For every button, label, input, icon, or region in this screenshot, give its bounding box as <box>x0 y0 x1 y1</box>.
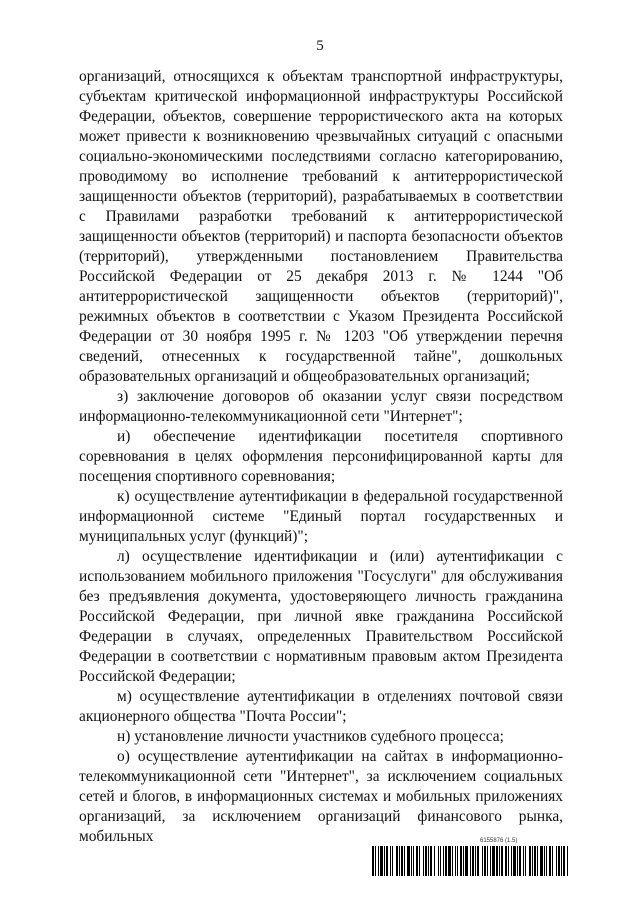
document-body <box>79 67 563 847</box>
paragraph-item-i: и) обеспечение идентификации посетителя спортивного соревнования в целях оформления персонифицированной карты для посещения спортивного соревнования; <box>79 428 563 485</box>
paragraph-item-l: л) осуществление идентификации и (или) аутентификации с использованием мобильного приложения "Госуслуги" для обслуживания без предъявления документа, удостоверяющего личность гражданина Российской Федерации, при личной явке гражданина Российской Федерации в случаях, определенных Правительством Российской Федерации в соответствии с нормативным правовым актом Президента Российской Федерации; <box>79 548 563 685</box>
paragraph-continuation: организаций, относящихся к объектам транспортной инфраструктуры, субъектам критической информационной инфраструктуры Российской Федерации, объектов, совершение террористического акта на которых может привести к возникновению чрезвычайных ситуаций с опасными социально-экономическими последствиями согласно категорированию, проводимому во исполнение требований к антитеррористической защищенности объектов (территорий), разрабатываемых в соответствии с Правилами разработки требований к антитеррористической защищенности объектов (территорий) и паспорта безопасности объектов (территорий), утвержденными постановлением Правительства Российской Федерации от 25 декабря 2013 г. № 1244 "Об антитеррористической защищенности объектов (территорий)", режимных объектов в соответствии с Указом Президента Российской Федерации от 30 ноября 1995 г. № 1203 "Об утверждении перечня сведений, отнесенных к государственной тайне", дошкольных образовательных организаций и общеобразовательных организаций; <box>79 68 563 385</box>
paragraph-item-z: з) заключение договоров об оказании услуг связи посредством информационно-телекоммуникационной сети "Интернет"; <box>79 388 563 425</box>
paragraph-item-o: о) осуществление аутентификации на сайтах в информационно-телекоммуникационной сети "Интернет", за исключением социальных сетей и блогов, в информационных системах и мобильных приложениях организаций, за исключением организаций финансового рынка, мобильных <box>79 748 563 845</box>
paragraph-item-m: м) осуществление аутентификации в отделениях почтовой связи акционерного общества "Почта России"; <box>79 688 563 725</box>
paragraph-item-n: н) установление личности участников судебного процесса; <box>117 728 504 745</box>
paragraph-item-k: к) осуществление аутентификации в федеральной государственной информационной системе "Единый портал государственных и муниципальных услуг (функций)"; <box>79 488 563 545</box>
page-number: 5 <box>316 38 324 54</box>
barcode-label: 6155876 (1.5) <box>480 838 518 844</box>
barcode-image <box>372 846 570 876</box>
